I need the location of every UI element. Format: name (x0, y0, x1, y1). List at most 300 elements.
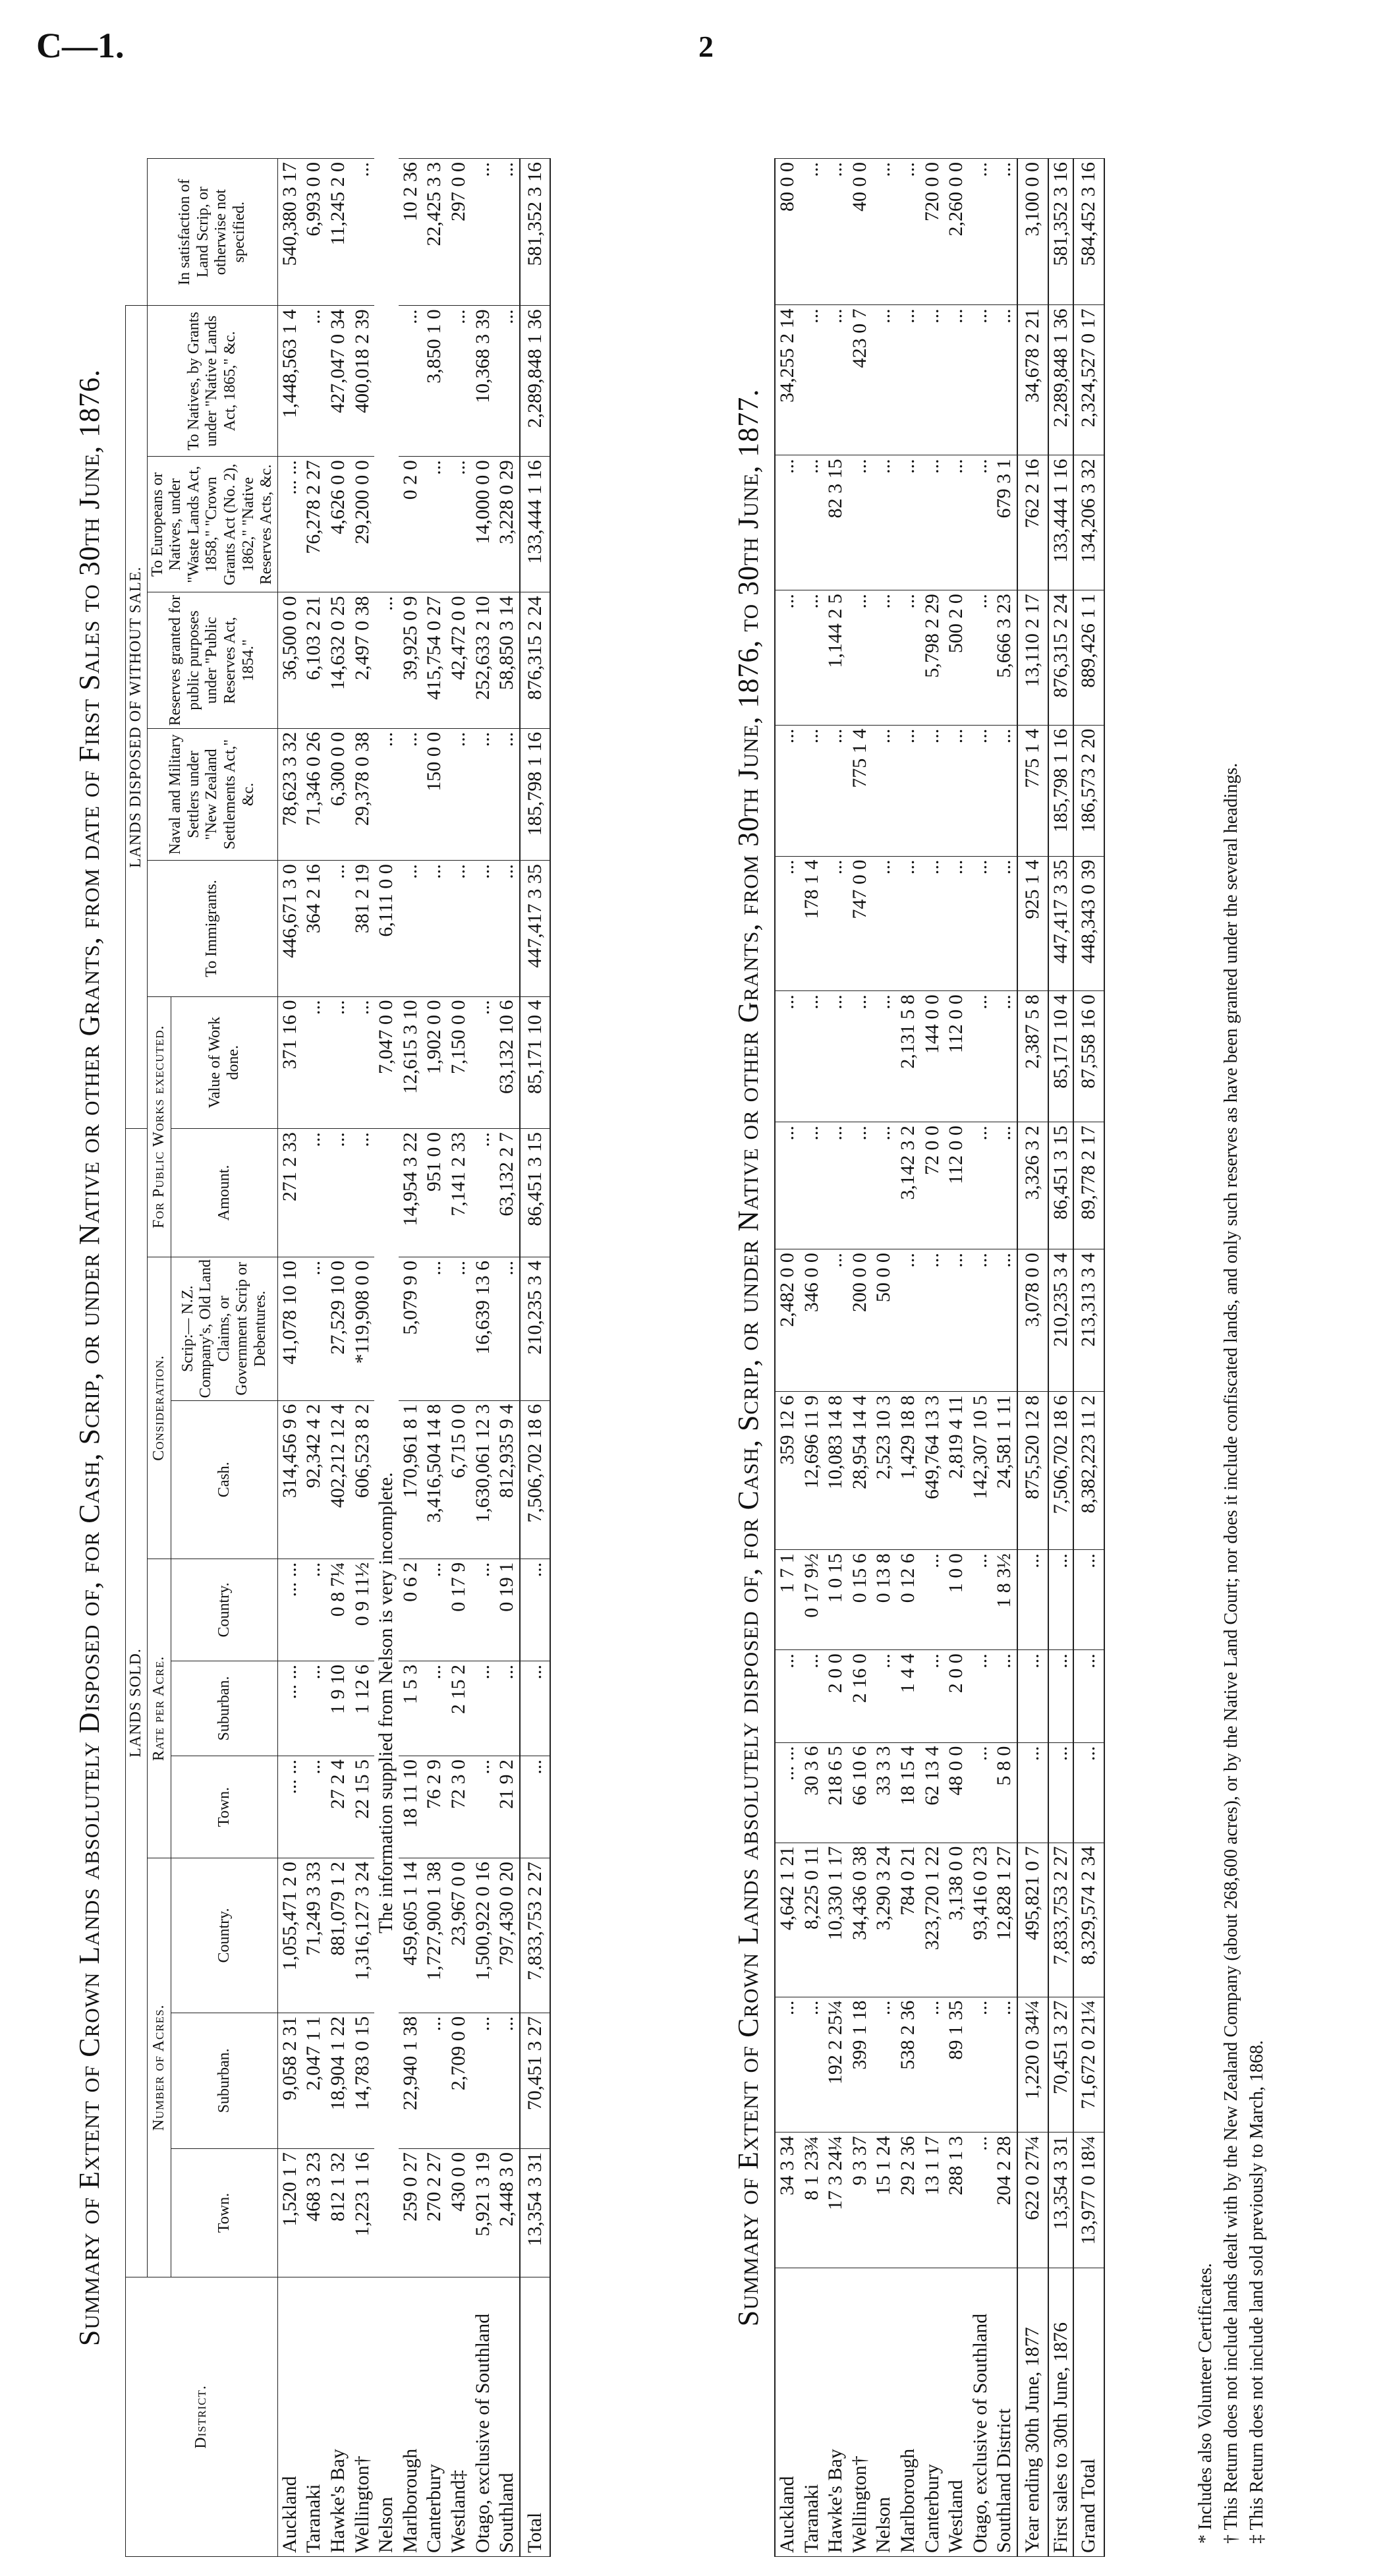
cell-europeans: 3,228 0 29 (495, 457, 520, 592)
table-row (326, 159, 351, 2557)
cell-district: Nelson (872, 2268, 896, 2557)
cell-suburban: 192 2 25¼ (824, 1997, 848, 2132)
cell-amount: ... (800, 1122, 824, 1249)
cell-natives: 2,289,848 1 36 (520, 306, 551, 457)
cell-town: 29 2 36 (896, 2132, 920, 2268)
cell-scrip: ... (422, 1257, 447, 1401)
cell-scrip-ns: 2,260 0 0 (944, 159, 969, 305)
cell-rate-town: ... (1048, 1742, 1074, 1843)
cell-immigrants: 364 2 16 (302, 861, 326, 996)
table-row (471, 159, 495, 2557)
cell-reserves: 5,666 3 23 (992, 590, 1017, 726)
cell-suburban: 2,709 0 0 (447, 2013, 471, 2148)
table-row (277, 159, 302, 2557)
cell-district: Canterbury (920, 2268, 945, 2557)
cell-scrip: ... (920, 1249, 945, 1392)
cell-naval: 186,573 2 20 (1073, 725, 1104, 856)
cell-country: 71,249 3 33 (302, 1858, 326, 2013)
cell-rate-town: 22 15 5 (351, 1756, 375, 1858)
cell-suburban: 70,451 3 27 (520, 2013, 551, 2148)
cell-amount: 3,142 3 2 (896, 1122, 920, 1249)
cell-rate-sub: ... (520, 1661, 551, 1756)
footnote-2: † This Return does not include lands dealt with by the New Zealand Company (about 268,600 acres), or by the Native Land Court; nor does it include confiscated lands, and only such reserves as have been granted under the several headings. (1221, 762, 1242, 2544)
cell-amount: ... (872, 1122, 896, 1249)
cell-scrip: 210,235 3 4 (520, 1257, 551, 1401)
cell-value: 7,150 0 0 (447, 996, 471, 1129)
cell-town: 812 1 32 (326, 2148, 351, 2277)
cell-suburban: ... (969, 1997, 993, 2132)
cell-scrip: ... (944, 1249, 969, 1392)
cell-natives: ... (374, 728, 399, 861)
cell-naval: ... (775, 725, 800, 856)
cell-cash: 92,342 4 2 (302, 1400, 326, 1559)
cell-scrip: *119,908 0 0 (351, 1257, 375, 1401)
table-row (447, 159, 471, 2557)
cell-value: 85,171 10 4 (520, 996, 551, 1129)
cell-town: The information supplied from Nelson is very incomplete. (374, 1129, 399, 2277)
cell-scrip-ns: ... (374, 592, 399, 728)
cell-immigrants: ... (896, 856, 920, 991)
cell-rate-country: ... (1048, 1550, 1074, 1650)
cell-reserves: ... (872, 590, 896, 726)
cell-rate-sub: 2 0 0 (824, 1650, 848, 1742)
table-row (399, 159, 423, 2557)
cell-rate-town: 62 13 4 (920, 1742, 945, 1843)
cell-naval: ... (944, 725, 969, 856)
header-lands-without-sale: LANDS DISPOSED OF WITHOUT SALE. (126, 306, 148, 1129)
cell-naval: ... (800, 725, 824, 856)
cell-europeans: 14,000 0 0 (471, 457, 495, 592)
cell-rate-town: ... (471, 1756, 495, 1858)
cell-rate-country: 0 15 6 (848, 1550, 872, 1650)
cell-rate-sub: ... (495, 1661, 520, 1756)
cell-europeans: ... (920, 455, 945, 590)
cell-district: Wellington† (351, 2277, 375, 2556)
cell-natives: ... (302, 306, 326, 457)
cell-reserves: 5,798 2 29 (920, 590, 945, 726)
cell-naval: ... (872, 725, 896, 856)
cell-rate-sub: ... (969, 1650, 993, 1742)
cell-town: 288 1 3 (944, 2132, 969, 2268)
cell-immigrants: 446,671 3 0 (277, 861, 302, 996)
cell-district: Auckland (775, 2268, 800, 2557)
cell-country: 23,967 0 0 (447, 1858, 471, 2013)
cell-rate-town: 21 9 2 (495, 1756, 520, 1858)
cell-cash: 7,506,702 18 6 (520, 1400, 551, 1559)
cell-scrip: 5,079 9 0 (399, 1257, 423, 1401)
cell-rate-sub: 1 5 3 (399, 1661, 423, 1756)
cell-country: 3,290 3 24 (872, 1843, 896, 1997)
cell-reserves: 252,633 2 10 (471, 592, 495, 728)
header-naval-military: Naval and Military Settlers under "New Zealand Settlements Act," &c. (147, 728, 277, 861)
cell-immigrants: ... (872, 856, 896, 991)
cell-natives: ... (447, 306, 471, 457)
cell-district: Nelson (374, 2277, 399, 2556)
cell-natives: ... (969, 305, 993, 455)
cell-reserves: 36,500 0 0 (277, 592, 302, 728)
cell-scrip-ns: 540,380 3 17 (277, 159, 302, 306)
cell-town: 468 3 23 (302, 2148, 326, 2277)
cell-town: 13,354 3 31 (1048, 2132, 1074, 2268)
cell-town: 204 2 28 (992, 2132, 1017, 2268)
cell-europeans: ... (969, 455, 993, 590)
table-row (920, 159, 945, 2557)
cell-value: 85,171 10 4 (1048, 991, 1074, 1122)
footnote-3: ‡ This Return does not include land sold previously to March, 1868. (1247, 2040, 1268, 2544)
cell-rate-sub: ... (422, 1661, 447, 1756)
header-amount: Amount. (171, 1129, 277, 1257)
cell-europeans: 0 2 0 (399, 457, 423, 592)
cell-scrip-ns: 3,100 0 0 (1017, 159, 1048, 305)
cell-suburban: 14,783 0 15 (351, 2013, 375, 2148)
cell-immigrants: 447,417 3 35 (1048, 856, 1074, 991)
table-row (374, 159, 399, 2557)
cell-scrip: ... (969, 1249, 993, 1392)
cell-suburban: ... (775, 1997, 800, 2132)
cell-immigrants: 178 1 4 (800, 856, 824, 991)
cell-district: Otago, exclusive of Southland (471, 2277, 495, 2556)
cell-amount: ... (326, 1129, 351, 1257)
header-rate-town: Town. (171, 1756, 277, 1858)
cell-cash: 8,382,223 11 2 (1073, 1392, 1104, 1550)
table-row (872, 159, 896, 2557)
table-year-1877 (774, 158, 1105, 2557)
cell-country: 8,225 0 11 (800, 1843, 824, 1997)
cell-amount: 14,954 3 22 (399, 1129, 423, 1257)
cell-immigrants: 447,417 3 35 (520, 861, 551, 996)
cell-immigrants: ... (326, 861, 351, 996)
cell-suburban: ... (422, 2013, 447, 2148)
cell-district: Hawke's Bay (326, 2277, 351, 2556)
cell-rate-town: 5 8 0 (992, 1742, 1017, 1843)
page-code: C—1. (36, 26, 125, 65)
footnotes (1193, 763, 1270, 2544)
cell-country: 12,828 1 27 (992, 1843, 1017, 1997)
cell-rate-sub: 1 9 10 (326, 1661, 351, 1756)
cell-europeans: ... (775, 455, 800, 590)
cell-town: 5,921 3 19 (471, 2148, 495, 2277)
cell-reserves: 876,315 2 24 (520, 592, 551, 728)
cell-town: 259 0 27 (399, 2148, 423, 2277)
header-acres-country: Country. (171, 1858, 277, 2013)
cell-cash: 812,935 9 4 (495, 1400, 520, 1559)
cell-europeans: 6,111 0 0 (374, 861, 399, 996)
cell-country: 10,330 1 17 (824, 1843, 848, 1997)
cell-cash: 402,212 12 4 (326, 1400, 351, 1559)
cell-town: 13,977 0 18¼ (1073, 2132, 1104, 2268)
cell-district: Auckland (277, 2277, 302, 2556)
cell-naval: ... (495, 728, 520, 861)
cell-value: 1,902 0 0 (422, 996, 447, 1129)
cell-europeans: ... (422, 457, 447, 592)
cell-scrip: 210,235 3 4 (1048, 1249, 1074, 1392)
cell-rate-sub: ... (1048, 1650, 1074, 1742)
cell-country: 93,416 0 23 (969, 1843, 993, 1997)
cell-value: 12,615 3 10 (399, 996, 423, 1129)
cell-suburban: 538 2 36 (896, 1997, 920, 2132)
table-row (896, 159, 920, 2557)
cell-rate-country: 0 13 8 (872, 1550, 896, 1650)
cell-amount: 72 0 0 (920, 1122, 945, 1249)
cell-country: 34,436 0 38 (848, 1843, 872, 1997)
cell-country: 7,833,753 2 27 (1048, 1843, 1074, 1997)
cell-town: 15 1 24 (872, 2132, 896, 2268)
cell-naval: 6,300 0 0 (326, 728, 351, 861)
cell-town: 430 0 0 (447, 2148, 471, 2277)
cell-naval: 78,623 3 32 (277, 728, 302, 861)
header-reserves: Reserves granted for public purposes under "Public Reserves Act, 1854." (147, 592, 277, 728)
cell-reserves: 58,850 3 14 (495, 592, 520, 728)
cell-amount: 86,451 3 15 (1048, 1122, 1074, 1249)
cell-immigrants: 747 0 0 (848, 856, 872, 991)
cell-rate-town: 18 11 10 (399, 1756, 423, 1858)
cell-scrip-ns: 80 0 0 (775, 159, 800, 305)
cell-amount: ... (969, 1122, 993, 1249)
cell-immigrants: 448,343 0 39 (1073, 856, 1104, 991)
cell-scrip-ns: 22,425 3 3 (422, 159, 447, 306)
cell-cash: 142,307 10 5 (969, 1392, 993, 1550)
cell-suburban: ... (495, 2013, 520, 2148)
cell-rate-country: 0 6 2 (399, 1559, 423, 1661)
cell-country: 881,079 1 2 (326, 1858, 351, 2013)
cell-naval: ... (824, 725, 848, 856)
cell-cash: 314,456 9 6 (277, 1400, 302, 1559)
header-rate-suburban: Suburban. (171, 1661, 277, 1756)
cell-europeans: 134,206 3 32 (1073, 455, 1104, 590)
page-number: 2 (698, 30, 714, 63)
cell-europeans: 76,278 2 27 (302, 457, 326, 592)
cell-amount: ... (848, 1122, 872, 1249)
cell-europeans: 4,626 0 0 (326, 457, 351, 592)
cell-suburban: 399 1 18 (848, 1997, 872, 2132)
header-land-scrip: In satisfaction of Land Scrip, or otherwise not specified. (147, 159, 277, 306)
cell-amount: ... (351, 1129, 375, 1257)
cell-scrip: 346 0 0 (800, 1249, 824, 1392)
cell-naval: ... (447, 728, 471, 861)
cell-scrip-ns: 6,993 0 0 (302, 159, 326, 306)
cell-town: 622 0 27¼ (1017, 2132, 1048, 2268)
cell-reserves: 876,315 2 24 (1048, 590, 1074, 726)
cell-cash: 606,523 8 2 (351, 1400, 375, 1559)
cell-suburban: 71,672 0 21¼ (1073, 1997, 1104, 2132)
cell-reserves: 1,144 2 5 (824, 590, 848, 726)
cell-reserves: 889,426 1 1 (1073, 590, 1104, 726)
cell-country: 1,727,900 1 38 (422, 1858, 447, 2013)
cell-naval: 185,798 1 16 (1048, 725, 1074, 856)
cell-scrip: ... (992, 1249, 1017, 1392)
header-scrip: Scrip:— N.Z. Company's, Old Land Claims, or Government Scrip or Debentures. (171, 1257, 277, 1401)
cell-reserves: ... (896, 590, 920, 726)
cell-natives: ... (872, 305, 896, 455)
cell-scrip: 41,078 10 10 (277, 1257, 302, 1401)
cell-country: 8,329,574 2 34 (1073, 1843, 1104, 1997)
cell-scrip-ns: 581,352 3 16 (520, 159, 551, 306)
cell-country: 1,500,922 0 16 (471, 1858, 495, 2013)
header-district: District. (126, 2277, 278, 2556)
cell-scrip-ns: ... (992, 159, 1017, 305)
cell-natives: 34,255 2 14 (775, 305, 800, 455)
cell-europeans: 679 3 1 (992, 455, 1017, 590)
cell-country: 7,833,753 2 27 (520, 1858, 551, 2013)
table-row (495, 159, 520, 2557)
cell-scrip-ns: ... (872, 159, 896, 305)
cell-immigrants: ... (775, 856, 800, 991)
cell-rate-country: 1 8 3½ (992, 1550, 1017, 1650)
cell-immigrants: ... (495, 861, 520, 996)
cell-reserves: 14,632 0 25 (326, 592, 351, 728)
cell-value: ... (969, 991, 993, 1122)
cell-rate-country: ... ... (277, 1559, 302, 1661)
cell-rate-town: 72 3 0 (447, 1756, 471, 1858)
cell-cash: 28,954 14 4 (848, 1392, 872, 1550)
cell-cash: 7,506,702 18 6 (1048, 1392, 1074, 1550)
cell-rate-country: 0 19 1 (495, 1559, 520, 1661)
table-row (969, 159, 993, 2557)
cell-rate-sub: ... (1073, 1650, 1104, 1742)
cell-europeans: 133,444 1 16 (520, 457, 551, 592)
cell-rate-sub: ... (471, 1661, 495, 1756)
cell-naval: 29,378 0 38 (351, 728, 375, 861)
cell-suburban: 9,058 2 31 (277, 2013, 302, 2148)
cell-scrip-ns: 10 2 36 (399, 159, 423, 306)
cell-scrip: ... (447, 1257, 471, 1401)
cell-district: Taranaki (800, 2268, 824, 2557)
cell-natives: 427,047 0 34 (326, 306, 351, 457)
cell-cash: 3,416,504 14 8 (422, 1400, 447, 1559)
cell-town: 270 2 27 (422, 2148, 447, 2277)
cell-rate-town: 30 3 6 (800, 1742, 824, 1843)
cell-natives: ... (920, 305, 945, 455)
cell-rate-sub: 2 15 2 (447, 1661, 471, 1756)
cell-rate-town: ... ... (277, 1756, 302, 1858)
table2-title: Summary of Extent of Crown Lands absolutely disposed of, for Cash, Scrip, or under Native or other Grants, from 30th June, 1876, to 30th June, 1877. (732, 388, 764, 2327)
cell-amount: 271 2 33 (277, 1129, 302, 1257)
cell-cash: 10,083 14 8 (824, 1392, 848, 1550)
cell-rate-country: 0 8 7¼ (326, 1559, 351, 1661)
cell-immigrants: ... (422, 861, 447, 996)
cell-rate-town: 18 15 4 (896, 1742, 920, 1843)
cell-europeans: 29,200 0 0 (351, 457, 375, 592)
cell-scrip-ns: 297 0 0 (447, 159, 471, 306)
cell-rate-town: 66 10 6 (848, 1742, 872, 1843)
cell-rate-sub: 2 16 0 (848, 1650, 872, 1742)
cell-cash: 649,764 13 3 (920, 1392, 945, 1550)
cell-rate-country: ... (471, 1559, 495, 1661)
cell-suburban: 70,451 3 27 (1048, 1997, 1074, 2132)
table-row (992, 159, 1017, 2557)
header-immigrants: To Immigrants. (147, 861, 277, 996)
table-row (824, 159, 848, 2557)
cell-rate-country: ... (920, 1550, 945, 1650)
cell-scrip-ns: ... (800, 159, 824, 305)
table-first-sales (125, 158, 551, 2557)
cell-rate-country: 0 9 11½ (351, 1559, 375, 1661)
cell-district: Marlborough (896, 2268, 920, 2557)
header-natives-grants: To Natives, by Grants under "Native Lands Act, 1865," &c. (147, 306, 277, 457)
cell-natives: 400,018 2 39 (351, 306, 375, 457)
cell-reserves: 6,103 2 21 (302, 592, 326, 728)
cell-value: 2,387 5 8 (1017, 991, 1048, 1122)
cell-naval: ... (896, 725, 920, 856)
cell-country: 459,605 1 14 (399, 1858, 423, 2013)
cell-value: ... (848, 991, 872, 1122)
cell-value: 112 0 0 (944, 991, 969, 1122)
cell-value: 2,131 5 8 (896, 991, 920, 1122)
cell-rate-country: 0 17 9½ (800, 1550, 824, 1650)
cell-suburban: ... (920, 1997, 945, 2132)
cell-reserves: 500 2 0 (944, 590, 969, 726)
cell-cash: 12,696 11 9 (800, 1392, 824, 1550)
cell-rate-country: 0 17 9 (447, 1559, 471, 1661)
cell-cash: 1,429 18 8 (896, 1392, 920, 1550)
cell-rate-sub: ... (992, 1650, 1017, 1742)
cell-reserves: ... (800, 590, 824, 726)
cell-natives: ... (800, 305, 824, 455)
cell-value: ... (326, 996, 351, 1129)
cell-scrip: 200 0 0 (848, 1249, 872, 1392)
cell-suburban: 22,940 1 38 (399, 2013, 423, 2148)
cell-suburban: ... (800, 1997, 824, 2132)
cell-reserves: 42,472 0 0 (447, 592, 471, 728)
cell-scrip-ns: ... (351, 159, 375, 306)
table-row (800, 159, 824, 2557)
cell-value: 371 16 0 (277, 996, 302, 1129)
cell-scrip: 50 0 0 (872, 1249, 896, 1392)
cell-town: 8 1 23¾ (800, 2132, 824, 2268)
cell-rate-country: ... (422, 1559, 447, 1661)
cell-natives: 3,850 1 0 (422, 306, 447, 457)
cell-district: Southland District (992, 2268, 1017, 2557)
cell-immigrants: ... (992, 856, 1017, 991)
cell-natives: 10,368 3 39 (471, 306, 495, 457)
cell-district: Canterbury (422, 2277, 447, 2556)
cell-europeans: 133,444 1 16 (1048, 455, 1074, 590)
header-number-of-acres: Number of Acres. (147, 1858, 171, 2277)
cell-cash: 1,630,061 12 3 (471, 1400, 495, 1559)
cell-rate-town: ... (969, 1742, 993, 1843)
cell-scrip-ns: 584,452 3 16 (1073, 159, 1104, 305)
cell-rate-town: 27 2 4 (326, 1756, 351, 1858)
cell-reserves: 39,925 0 9 (399, 592, 423, 728)
cell-scrip: 3,078 0 0 (1017, 1249, 1048, 1392)
cell-europeans: ... (872, 455, 896, 590)
cell-value: ... (471, 996, 495, 1129)
table-row (422, 159, 447, 2557)
cell-district: Otago, exclusive of Southland (969, 2268, 993, 2557)
cell-rate-country: ... (302, 1559, 326, 1661)
cell-town: 1,520 1 7 (277, 2148, 302, 2277)
cell-amount: ... (824, 1122, 848, 1249)
cell-amount: 63,132 2 7 (495, 1129, 520, 1257)
cell-value: ... (775, 991, 800, 1122)
cell-value: ... (824, 991, 848, 1122)
cell-cash: 875,520 12 8 (1017, 1392, 1048, 1550)
cell-europeans: ... (800, 455, 824, 590)
cell-rate-country: 0 12 6 (896, 1550, 920, 1650)
cell-europeans: 762 2 16 (1017, 455, 1048, 590)
cell-rate-town: ... (302, 1756, 326, 1858)
cell-rate-town: ... ... (775, 1742, 800, 1843)
table-row (520, 159, 551, 2557)
cell-cash: 24,581 1 11 (992, 1392, 1017, 1550)
header-rate-country: Country. (171, 1559, 277, 1661)
cell-naval: ... (992, 725, 1017, 856)
cell-reserves: ... (848, 590, 872, 726)
cell-district: Hawke's Bay (824, 2268, 848, 2557)
table-row (302, 159, 326, 2557)
cell-district: Taranaki (302, 2277, 326, 2556)
cell-suburban: 1,220 0 34¼ (1017, 1997, 1048, 2132)
